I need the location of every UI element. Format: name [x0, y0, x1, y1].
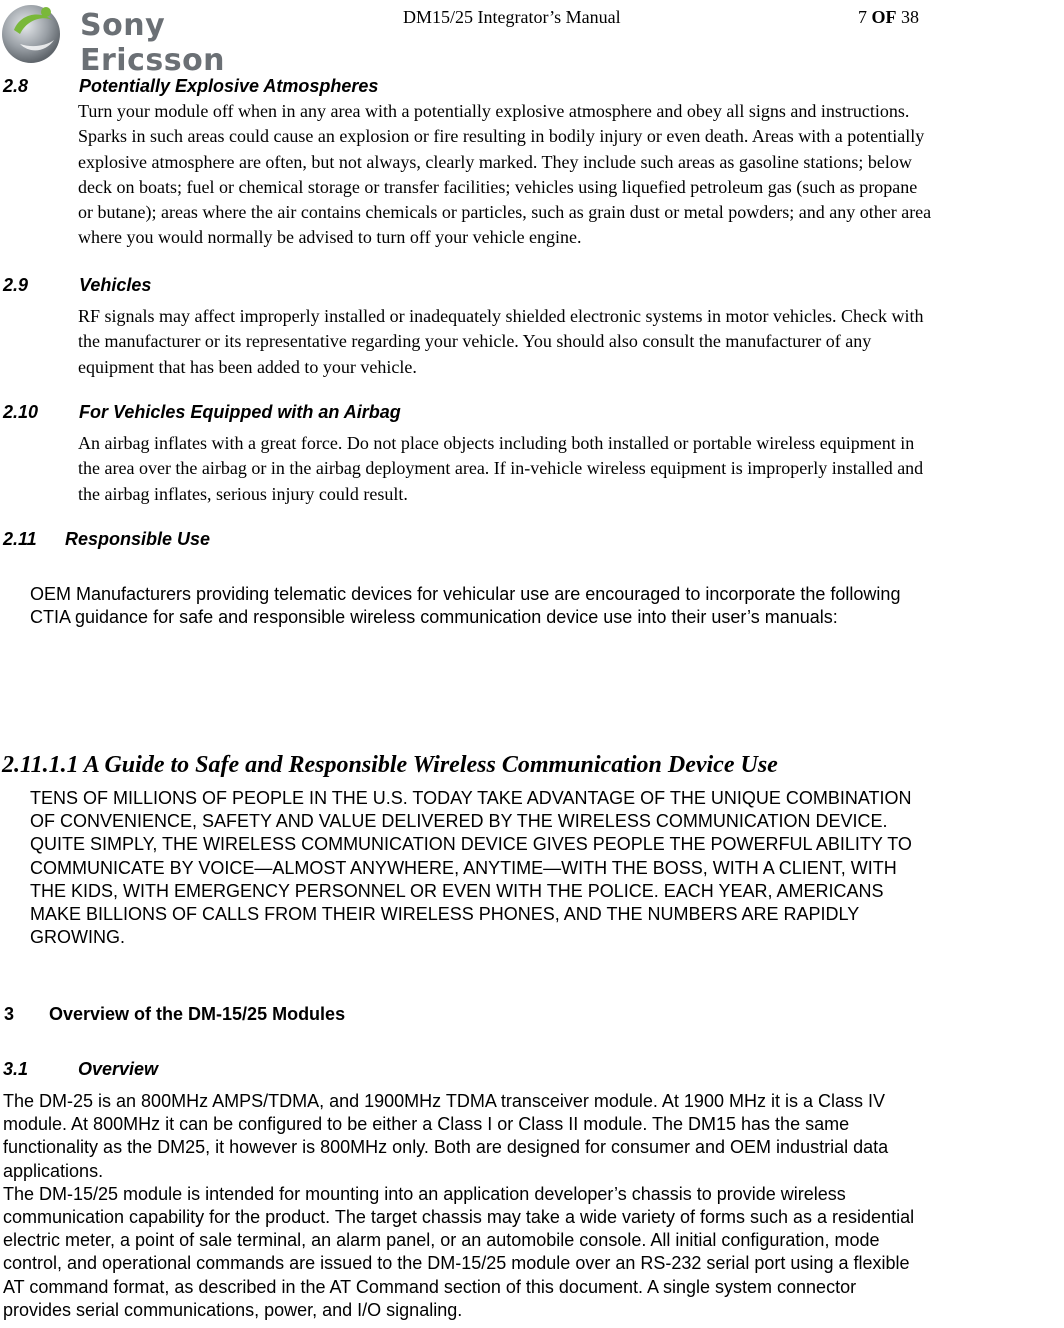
body-line: Turn your module off when in any area with a potentially explosive atmosphere and obey all signs and instructions.	[78, 101, 910, 121]
section-heading-2-8	[3, 76, 378, 97]
section-title: Overview of the DM-15/25 Modules	[49, 1004, 346, 1024]
section-title: Potentially Explosive Atmospheres	[79, 76, 379, 96]
page-total: 38	[901, 7, 919, 27]
sony-ericsson-logo	[0, 0, 320, 78]
section-heading-3-1	[3, 1059, 158, 1080]
body-line: MAKE BILLIONS OF CALLS FROM THEIR WIRELESS PHONES, AND THE NUMBERS ARE RAPIDLY	[30, 904, 860, 925]
body-line: the manufacturer or its representative regarding your vehicle. You should also consult the manufacturer of any	[78, 331, 872, 352]
section-body-3-1	[3, 1090, 914, 1322]
brand-wordmark: Sony Ericsson	[80, 8, 226, 78]
body-line: Sparks in such areas could cause an explosion or fire resulting in bodily injury or even death. Areas with a potentially	[78, 126, 925, 147]
section-title: Responsible Use	[65, 529, 211, 549]
body-line: explosive atmosphere are often, but not always, clearly marked. They include such areas as gasoline stations; below	[78, 151, 912, 172]
body-line: An airbag inflates with a great force. Do not place objects including both installed or portable wireless equipment in	[78, 433, 915, 453]
body-line: deck on boats; fuel or chemical storage or transfer facilities; vehicles using liquefied petroleum gas (such as propane	[78, 176, 918, 197]
chapter-heading-3	[4, 1004, 345, 1025]
body-line: THE KIDS, WITH EMERGENCY PERSONNEL OR EVEN WITH THE POLICE. EACH YEAR, AMERICANS	[30, 880, 884, 901]
page-number	[858, 7, 919, 28]
body-line: OEM Manufacturers providing telematic devices for vehicular use are encouraged to incorporate the following	[30, 584, 901, 604]
body-line: The DM-25 is an 800MHz AMPS/TDMA, and 1900MHz TDMA transceiver module. At 1900 MHz it is a Class IV	[3, 1091, 885, 1111]
section-heading-2-10	[3, 402, 401, 423]
document-title: DM15/25 Integrator’s Manual	[403, 7, 621, 27]
body-line: functionality as the DM25, it however is 800MHz only. Both are designed for consumer and OEM industrial data	[3, 1137, 889, 1158]
section-body-2-10	[78, 431, 1064, 507]
body-line: the area over the airbag or in the airbag deployment area. If in-vehicle wireless equipment is improperly installed and	[78, 458, 924, 479]
body-line: the airbag inflates, serious injury could result.	[78, 483, 408, 504]
section-number: 2.9	[3, 275, 29, 295]
section-number: 3.1	[3, 1059, 29, 1079]
body-line: electric meter, a point of sale terminal, an alarm panel, or an automobile console. All initial configuration, mode	[3, 1230, 880, 1251]
body-line: CTIA guidance for safe and responsible wireless communication device use into their user’s manuals:	[30, 607, 838, 628]
subsection-heading-2-11-1-1: 2.11.1.1 A Guide to Safe and Responsible Wireless Communication Device Use	[2, 752, 778, 778]
body-line: OF CONVENIENCE, SAFETY AND VALUE DELIVERED BY THE WIRELESS COMMUNICATION DEVICE.	[30, 811, 888, 832]
body-line: COMMUNICATE BY VOICE—ALMOST ANYWHERE, ANYTIME—WITH THE BOSS, WITH A CLIENT, WITH	[30, 857, 897, 878]
body-line: control, and operational commands are issued to the DM-15/25 module over an RS-232 serial port using a flexible	[3, 1253, 910, 1274]
body-line: provides serial communications, power, and I/O signaling.	[3, 1299, 463, 1320]
sony-ericsson-sphere-icon	[0, 0, 66, 66]
body-line: AT command format, as described in the AT Command section of this document. A single system connector	[3, 1276, 857, 1297]
section-number: 2.10	[3, 402, 39, 422]
body-line: TENS OF MILLIONS OF PEOPLE IN THE U.S. TODAY TAKE ADVANTAGE OF THE UNIQUE COMBINATION	[30, 788, 912, 808]
body-line: applications.	[3, 1160, 104, 1181]
body-line: or butane); areas where the air contains chemicals or particles, such as grain dust or metal powders; and any other area	[78, 202, 932, 223]
section-title: For Vehicles Equipped with an Airbag	[79, 402, 401, 422]
section-title: Vehicles	[79, 275, 152, 295]
section-heading-2-11	[3, 529, 210, 550]
ctia-guidance-text	[30, 787, 912, 949]
body-line: equipment that has been added to your vehicle.	[78, 356, 417, 377]
page-of-label: OF	[871, 7, 897, 27]
body-line: where you would normally be advised to turn off your vehicle engine.	[78, 227, 582, 248]
section-number: 2.8	[3, 76, 29, 96]
section-body-2-9	[78, 304, 1064, 380]
section-title: Overview	[78, 1059, 159, 1079]
body-line: GROWING.	[30, 927, 125, 948]
page-current: 7	[858, 7, 867, 27]
body-line: module. At 800MHz it can be configured to be either a Class I or Class II module. The DM15 has the same	[3, 1114, 850, 1135]
body-line: QUITE SIMPLY, THE WIRELESS COMMUNICATION DEVICE GIVES PEOPLE THE POWERFUL ABILITY TO	[30, 834, 912, 855]
body-line: RF signals may affect improperly installed or inadequately shielded electronic systems in motor vehicles. Check with	[78, 306, 924, 326]
section-body-2-8	[78, 99, 1064, 251]
section-number: 2.11	[3, 529, 37, 549]
body-line: communication capability for the product. The target chassis may take a wide variety of forms such as a residential	[3, 1207, 915, 1228]
body-line: The DM-15/25 module is intended for mounting into an application developer’s chassis to provide wireless	[3, 1183, 846, 1204]
section-body-2-11	[30, 583, 900, 629]
section-heading-2-9	[3, 275, 151, 296]
section-number: 3	[4, 1004, 15, 1024]
